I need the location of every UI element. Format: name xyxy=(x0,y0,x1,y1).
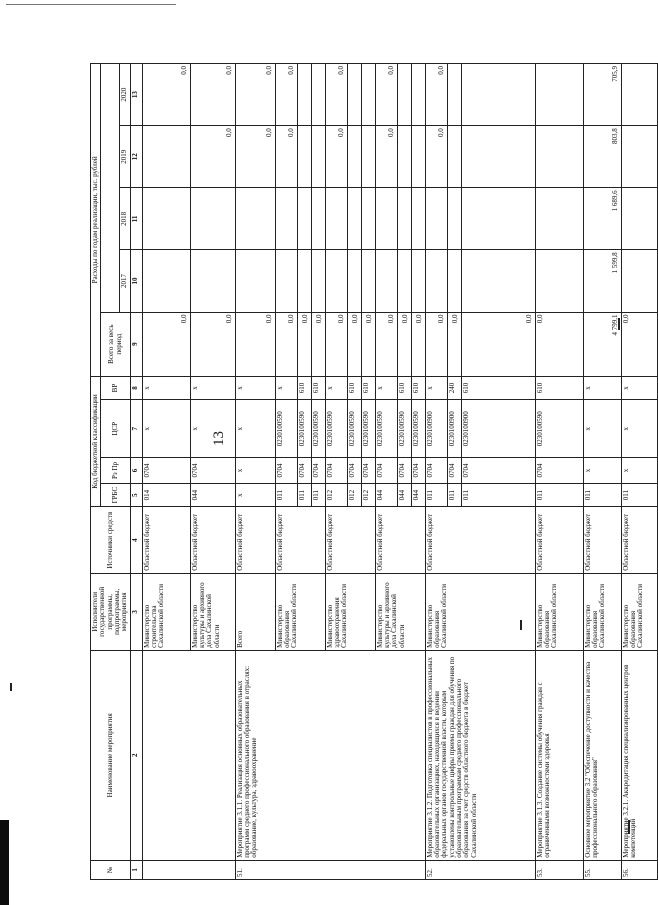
year-cell xyxy=(411,250,425,312)
year-cell xyxy=(361,126,375,188)
rzpr-cell: 0704 xyxy=(535,458,583,484)
csr-cell: 0230100590 xyxy=(535,400,583,458)
executor-cell: Министерство образования Сахалинской области xyxy=(583,573,621,650)
vr-cell: x xyxy=(275,376,297,400)
year-cell xyxy=(397,188,411,250)
year-cell xyxy=(311,250,325,312)
index-cell: 11 xyxy=(130,188,142,250)
vr-cell: 610 xyxy=(311,376,325,400)
year-cell xyxy=(425,250,447,312)
year-cell xyxy=(535,64,583,126)
csr-cell: 0230100590 xyxy=(375,400,397,458)
year-cell xyxy=(621,126,657,188)
rzpr-cell: 0704 xyxy=(347,458,361,484)
year-cell xyxy=(411,64,425,126)
year-cell xyxy=(235,250,275,312)
num-cell: 51. xyxy=(235,860,425,879)
year-cell xyxy=(297,64,311,126)
year-cell xyxy=(375,250,397,312)
scan-top-line xyxy=(6,4,176,5)
year-cell: 0,0 xyxy=(425,64,447,126)
table-row xyxy=(621,64,657,880)
grbs-cell: 044 xyxy=(397,483,411,507)
year-cell xyxy=(142,188,190,250)
year-cell xyxy=(361,188,375,250)
csr-cell: x xyxy=(190,400,235,458)
index-cell: 5 xyxy=(130,483,142,507)
rzpr-cell: 0704 xyxy=(411,458,425,484)
rzpr-cell: 0704 xyxy=(297,458,311,484)
csr-cell: x xyxy=(235,400,275,458)
table-row xyxy=(583,64,621,880)
csr-cell: 0230100590 xyxy=(325,400,347,458)
total-cell: 0,0 xyxy=(297,312,311,376)
source-cell: Областной бюджет xyxy=(535,507,583,573)
year-cell xyxy=(347,64,361,126)
vr-cell: 610 xyxy=(535,376,583,400)
vr-cell: x xyxy=(235,376,275,400)
scan-mark xyxy=(10,683,12,691)
year-cell xyxy=(461,188,535,250)
vr-cell: 610 xyxy=(361,376,375,400)
grbs-cell: 011 xyxy=(425,483,447,507)
header-rzpr: Рз Пр xyxy=(101,458,130,484)
rzpr-cell: 0704 xyxy=(311,458,325,484)
csr-cell: 0230100590 xyxy=(297,400,311,458)
index-cell: 1 xyxy=(130,860,142,879)
year-cell xyxy=(297,126,311,188)
index-cell: 6 xyxy=(130,458,142,484)
year-cell xyxy=(375,188,397,250)
budget-table xyxy=(90,63,658,880)
year-cell xyxy=(142,126,190,188)
vr-cell: x xyxy=(621,376,657,400)
name-cell: Мероприятие 3.1.3. Создание системы обучения граждан с ограниченными возможностями здоровья xyxy=(535,650,583,860)
rzpr-cell: x xyxy=(235,458,275,484)
total-cell: 0,0 xyxy=(235,312,275,376)
total-cell: 0,0 xyxy=(190,312,235,376)
year-cell: 803,8 xyxy=(583,126,621,188)
name-cell xyxy=(142,650,235,860)
year-cell: 0,0 xyxy=(142,64,190,126)
index-cell: 8 xyxy=(130,376,142,400)
rzpr-cell: 0704 xyxy=(142,458,190,484)
executor-cell: Министерство образования Сахалинской области xyxy=(535,573,583,650)
year-cell xyxy=(535,188,583,250)
year-cell: 0,0 xyxy=(190,64,235,126)
vr-cell: x xyxy=(583,376,621,400)
year-cell xyxy=(621,250,657,312)
table-row xyxy=(235,64,275,880)
total-cell: 0,0 xyxy=(397,312,411,376)
year-cell xyxy=(275,188,297,250)
csr-cell: 0230100900 xyxy=(447,400,461,458)
source-cell: Областной бюджет xyxy=(275,507,325,573)
total-cell: 0,0 xyxy=(375,312,397,376)
index-cell: 13 xyxy=(130,64,142,126)
year-cell: 1 689,6 xyxy=(583,188,621,250)
year-cell xyxy=(397,250,411,312)
rzpr-cell: 0704 xyxy=(375,458,397,484)
grbs-cell: 012 xyxy=(347,483,361,507)
year-cell xyxy=(411,126,425,188)
total-cell: 0,0 xyxy=(311,312,325,376)
year-cell: 0,0 xyxy=(235,64,275,126)
csr-cell: 0230100590 xyxy=(275,400,297,458)
vr-cell: 240 xyxy=(447,376,461,400)
executor-cell: Министерство культуры и архивного дела Сахалинской области xyxy=(190,573,235,650)
csr-cell: 0230100590 xyxy=(311,400,325,458)
header-year: 2018 xyxy=(120,188,130,250)
header-executor: Исполнители государственной программы, подпрограммы, мероприятия xyxy=(91,573,131,650)
grbs-cell: 011 xyxy=(583,483,621,507)
num-cell: 56. xyxy=(621,860,657,879)
year-cell xyxy=(411,188,425,250)
year-cell: 1 599,8 xyxy=(583,250,621,312)
source-cell: Областной бюджет xyxy=(425,507,535,573)
csr-cell: 0230100590 xyxy=(347,400,361,458)
rzpr-cell: 0704 xyxy=(190,458,235,484)
executor-cell: Министерство культуры и архивного дела Сахалинской области xyxy=(375,573,425,650)
vr-cell: x xyxy=(190,376,235,400)
index-cell: 7 xyxy=(130,400,142,458)
year-cell xyxy=(311,188,325,250)
rzpr-cell: 0704 xyxy=(447,458,461,484)
total-cell: 0,0 xyxy=(275,312,297,376)
header-source: Источники средств xyxy=(91,507,131,573)
year-cell xyxy=(621,188,657,250)
grbs-cell: 011 xyxy=(535,483,583,507)
header-year: 2020 xyxy=(120,64,130,126)
header-grbs: ГРБС xyxy=(101,483,130,507)
year-cell xyxy=(461,126,535,188)
total-cell: 0,0 xyxy=(461,312,535,376)
csr-cell: x xyxy=(583,400,621,458)
header-csr: ЦСР xyxy=(101,400,130,458)
year-cell: 0,0 xyxy=(325,64,347,126)
csr-cell: 0230100590 xyxy=(411,400,425,458)
executor-cell: Министерство здравоохранения Сахалинской области xyxy=(325,573,375,650)
rzpr-cell: 0704 xyxy=(275,458,297,484)
year-cell xyxy=(361,250,375,312)
year-cell: 0,0 xyxy=(190,126,235,188)
source-cell: Областной бюджет xyxy=(142,507,190,573)
vr-cell: 610 xyxy=(411,376,425,400)
grbs-cell: 011 xyxy=(461,483,535,507)
rotated-table-wrapper xyxy=(90,63,645,880)
executor-cell: Министерство строительства Сахалинской области xyxy=(142,573,190,650)
year-cell xyxy=(397,126,411,188)
year-cell xyxy=(535,126,583,188)
year-cell: 0,0 xyxy=(375,64,397,126)
vr-cell: x xyxy=(142,376,190,400)
grbs-cell: 044 xyxy=(375,483,397,507)
total-cell: 0,0 xyxy=(347,312,361,376)
rzpr-cell: 0704 xyxy=(361,458,375,484)
total-cell: 0,0 xyxy=(425,312,447,376)
index-cell: 4 xyxy=(130,507,142,573)
total-cell: 0,0 xyxy=(535,312,583,376)
grbs-cell: 014 xyxy=(142,483,190,507)
year-cell xyxy=(347,188,361,250)
year-cell xyxy=(142,250,190,312)
year-cell xyxy=(447,64,461,126)
grbs-cell: 044 xyxy=(190,483,235,507)
executor-cell: Министерство образования Сахалинской области xyxy=(621,573,657,650)
vr-cell: 610 xyxy=(397,376,411,400)
year-cell xyxy=(347,126,361,188)
index-row xyxy=(130,64,142,880)
year-cell xyxy=(535,250,583,312)
table-row xyxy=(535,64,583,880)
source-cell: Областной бюджет xyxy=(190,507,235,573)
grbs-cell: 011 xyxy=(621,483,657,507)
index-cell: 9 xyxy=(130,312,142,376)
total-cell: 0,0 xyxy=(411,312,425,376)
num-cell xyxy=(142,860,235,879)
table-row xyxy=(142,64,190,880)
year-cell: 0,0 xyxy=(325,126,347,188)
index-cell: 10 xyxy=(130,250,142,312)
num-cell: 55. xyxy=(583,860,621,879)
year-cell: 0,0 xyxy=(275,64,297,126)
num-cell: 52. xyxy=(425,860,535,879)
name-cell: Мероприятие 3.1.1. Реализация основных образовательных программ среднего профессионального образования в отраслях: образование, культура, здравоохранение xyxy=(235,650,425,860)
year-cell xyxy=(297,188,311,250)
vr-cell: x xyxy=(425,376,447,400)
csr-cell: 0230100590 xyxy=(361,400,375,458)
header-num: № xyxy=(91,860,131,879)
total-cell: 4 799,1 xyxy=(583,312,621,376)
year-cell: 0,0 xyxy=(235,126,275,188)
rzpr-cell: 0704 xyxy=(461,458,535,484)
rzpr-cell: 0704 xyxy=(325,458,347,484)
year-cell xyxy=(361,64,375,126)
total-cell: 0,0 xyxy=(621,312,657,376)
year-cell xyxy=(621,64,657,126)
source-cell: Областной бюджет xyxy=(235,507,275,573)
source-cell: Областной бюджет xyxy=(375,507,425,573)
name-cell: Мероприятие 3.1.2. Подготовка специалистов в профессиональных образовательных организациях, находящихся в ведении федеральных органов государственной власти, которым установлены контрольные цифры приема граждан для обучения по образовательным программам среднего профессионального образования за счет средств областного бюджета в бюджет Сахалинской области xyxy=(425,650,535,860)
name-cell: Мероприятие 3.2.1. Аккредитация специализированных центров компетенций xyxy=(621,650,657,860)
header-expenses: Расходы по годам реализации, тыс. рублей xyxy=(91,64,101,377)
total-cell: 0,0 xyxy=(361,312,375,376)
csr-cell: 0230100590 xyxy=(397,400,411,458)
header-name: Наименование мероприятия xyxy=(91,650,131,860)
index-cell: 3 xyxy=(130,573,142,650)
year-cell xyxy=(297,250,311,312)
source-cell: Областной бюджет xyxy=(621,507,657,573)
vr-cell: 610 xyxy=(297,376,311,400)
table-row xyxy=(425,64,447,880)
csr-cell: x xyxy=(621,400,657,458)
year-cell xyxy=(461,250,535,312)
grbs-cell: 011 xyxy=(275,483,297,507)
year-cell xyxy=(447,126,461,188)
header-row xyxy=(91,64,101,880)
header-years-group xyxy=(101,64,120,313)
csr-cell: 0230100900 xyxy=(425,400,447,458)
header-total: Всего за весь период xyxy=(101,312,130,376)
year-cell xyxy=(325,250,347,312)
executor-cell: Министерство образования Сахалинской области xyxy=(425,573,535,650)
csr-cell: x xyxy=(142,400,190,458)
name-cell: Основное мероприятие 3.2 "Обеспечение доступности и качества профессионального образования" xyxy=(583,650,621,860)
vr-cell: 610 xyxy=(347,376,361,400)
year-cell xyxy=(461,64,535,126)
year-cell xyxy=(447,188,461,250)
grbs-cell: 011 xyxy=(311,483,325,507)
vr-cell: x xyxy=(375,376,397,400)
binding-edge xyxy=(0,820,9,905)
source-cell: Областной бюджет xyxy=(583,507,621,573)
year-cell xyxy=(397,64,411,126)
page-number: 13 xyxy=(211,431,227,446)
grbs-cell: 012 xyxy=(325,483,347,507)
index-cell: 2 xyxy=(130,650,142,860)
source-cell: Областной бюджет xyxy=(325,507,375,573)
vr-cell: x xyxy=(325,376,347,400)
rzpr-cell: 0704 xyxy=(425,458,447,484)
year-cell xyxy=(447,250,461,312)
year-cell xyxy=(311,64,325,126)
year-cell xyxy=(425,188,447,250)
grbs-cell: 011 xyxy=(297,483,311,507)
executor-cell: Министерство образования Сахалинской области xyxy=(275,573,325,650)
executor-cell: Всего xyxy=(235,573,275,650)
csr-cell: 0230100900 xyxy=(461,400,535,458)
year-cell: 0,0 xyxy=(375,126,397,188)
year-cell: 0,0 xyxy=(275,126,297,188)
year-cell xyxy=(347,250,361,312)
grbs-cell: x xyxy=(235,483,275,507)
num-cell: 53. xyxy=(535,860,583,879)
year-cell xyxy=(275,250,297,312)
year-cell xyxy=(325,188,347,250)
year-cell: 705,9 xyxy=(583,64,621,126)
rzpr-cell: 0704 xyxy=(397,458,411,484)
header-kbk: Код бюджетной классификации xyxy=(91,376,101,507)
total-cell: 0,0 xyxy=(447,312,461,376)
total-cell: 0,0 xyxy=(142,312,190,376)
grbs-cell: 011 xyxy=(447,483,461,507)
rzpr-cell: x xyxy=(621,458,657,484)
year-cell xyxy=(190,250,235,312)
year-cell: 0,0 xyxy=(425,126,447,188)
header-year: 2019 xyxy=(120,126,130,188)
index-cell: 12 xyxy=(130,126,142,188)
header-vr: ВР xyxy=(101,376,130,400)
rzpr-cell: x xyxy=(583,458,621,484)
year-cell xyxy=(190,188,235,250)
year-cell xyxy=(311,126,325,188)
grbs-cell: 044 xyxy=(411,483,425,507)
grbs-cell: 012 xyxy=(361,483,375,507)
total-cell: 0,0 xyxy=(325,312,347,376)
year-cell xyxy=(235,188,275,250)
header-year: 2017 xyxy=(120,250,130,312)
vr-cell: 610 xyxy=(461,376,535,400)
